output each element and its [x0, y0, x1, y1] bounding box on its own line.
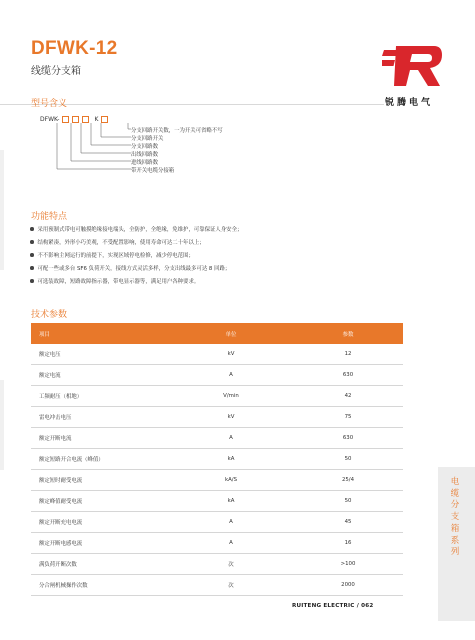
bullet-icon: [30, 279, 34, 283]
code-prefix: DFWK-: [40, 116, 60, 123]
page-title: DFWK-12: [31, 38, 118, 59]
bullet-icon: [30, 266, 34, 270]
code-label: 出线回路数: [131, 152, 158, 158]
code-box-2: [72, 116, 79, 123]
table-row: 满负荷开断次数 次 >100: [31, 554, 403, 575]
code-label: 分支回路数: [131, 144, 158, 150]
ruiteng-logo-icon: [382, 40, 444, 94]
tech-params-table: [31, 323, 403, 596]
code-label: 分支回路开关: [131, 136, 164, 142]
code-box-4: [101, 116, 108, 123]
side-tab-label: 电缆分支箱系列: [450, 477, 460, 558]
feature-item: 不不影响主网运行的前提下，实现区域停电检修，减少停电范围；: [30, 251, 194, 259]
code-box-1: [62, 116, 69, 123]
code-label: 带开关电缆分接箱: [131, 168, 175, 174]
feature-item: 采用预制式带电可触摸绝缘接电端头，全防护，全绝缘，免维护，可靠保证人身安全；: [30, 225, 242, 233]
table-row: 雷电冲击电压 kV 75: [31, 407, 403, 428]
brand-name: 锐腾电气: [385, 98, 434, 108]
table-row: 额定电流 A 630: [31, 365, 403, 386]
bullet-icon: [30, 253, 34, 257]
table-row: 额定短时耐受电流 kA/S 25/4: [31, 470, 403, 491]
col-header-unit: 单位: [225, 331, 237, 338]
table-row: 额定开断充电电流 A 45: [31, 512, 403, 533]
table-row: 额定峰值耐受电流 kA 50: [31, 491, 403, 512]
col-header-value: 参数: [342, 331, 354, 338]
table-row: 额定短路开合电流（峰值） kA 50: [31, 449, 403, 470]
model-heading: 型号含义: [31, 99, 68, 109]
feature-item: 可选装故障，短路故障指示器，带电显示器等，满足用户各种要求。: [30, 277, 199, 285]
table-row: 额定开断电感电流 A 16: [31, 533, 403, 554]
bullet-icon: [30, 227, 34, 231]
bullet-icon: [30, 240, 34, 244]
feature-item: 可配一些或多台 SF6 负荷开关，接线方式灵活多样，分支出线最多可达 8 回路；: [30, 264, 230, 272]
table-row: 分合闸机械操作次数 次 2000: [31, 575, 403, 596]
features-heading: 功能特点: [31, 212, 68, 222]
table-row: 额定电压 kV 12: [31, 344, 403, 365]
code-label: 分支回路开关数，一为开关可省略不写: [131, 128, 223, 134]
feature-item: 结构紧凑，外形小巧美观，不受配置影响，使用寿命可达二十年以上；: [30, 238, 205, 246]
col-header-item: 项目: [39, 331, 50, 338]
code-letter: K: [94, 116, 99, 123]
edge-shadow: [0, 380, 4, 470]
table-row: 工频耐压（相地） V/min 42: [31, 386, 403, 407]
table-header: [31, 323, 403, 344]
page-subtitle: 线缆分支箱: [31, 66, 81, 77]
page-footer: RUITENG ELECTRIC / 062: [292, 603, 374, 609]
code-box-3: [82, 116, 89, 123]
edge-shadow: [0, 150, 4, 270]
table-row: 额定开断电流 A 630: [31, 428, 403, 449]
tech-heading: 技术参数: [31, 310, 68, 320]
code-label: 进线回路数: [131, 160, 158, 166]
model-code: [40, 116, 108, 123]
